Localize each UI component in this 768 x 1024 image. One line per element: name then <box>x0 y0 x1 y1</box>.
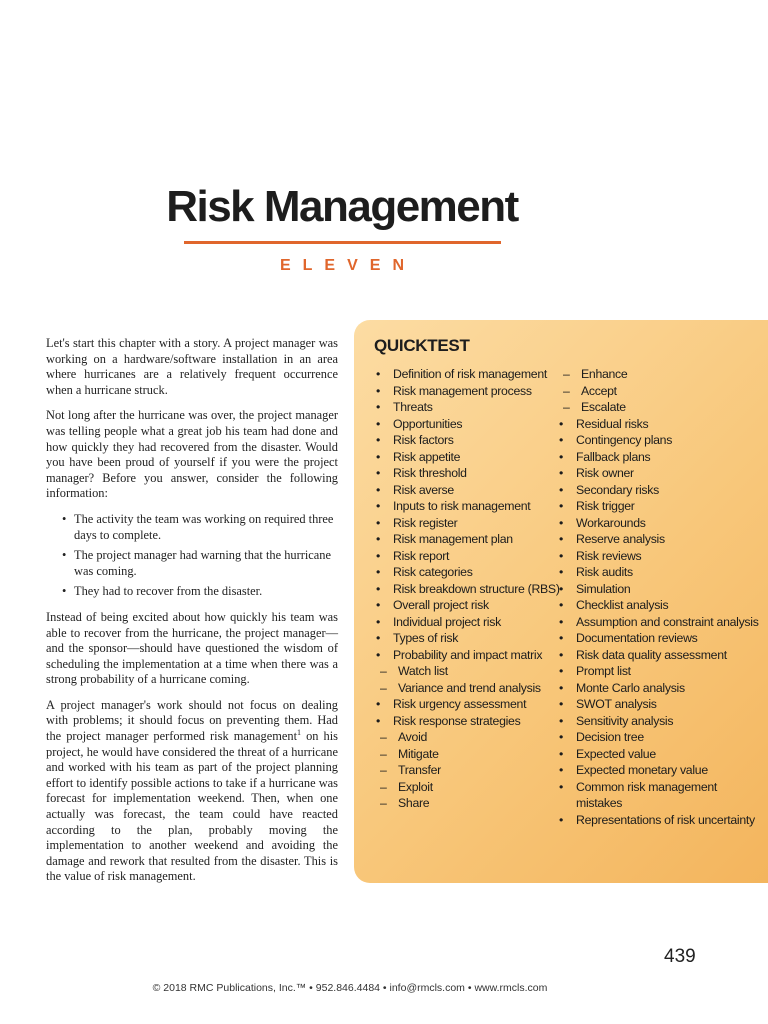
quicktest-item <box>559 647 759 664</box>
quicktest-item-label: • Opportunities <box>393 416 463 431</box>
quicktest-item <box>559 779 759 812</box>
quicktest-subitem <box>559 399 759 416</box>
quicktest-item <box>376 465 566 482</box>
quicktest-item <box>376 515 566 532</box>
quicktest-item <box>559 416 759 433</box>
quicktest-subitem <box>559 383 759 400</box>
quicktest-item-label: – Avoid <box>398 730 428 744</box>
paragraph: Instead of being excited about how quickly his team was able to recover from the hurricane, the project manager—and the sponsor—should have questioned the wisdom of scheduling the implementation at a time when there was a strong probability of a hurricane coming. <box>46 609 338 687</box>
page-footer: © 2018 RMC Publications, Inc.™ • 952.846.4484 • info@rmcls.com • www.rmcls.com <box>152 982 548 994</box>
quicktest-item-label: • Risk threshold <box>393 466 467 480</box>
quicktest-item <box>559 630 759 647</box>
quicktest-box <box>354 320 768 883</box>
quicktest-item <box>376 482 566 499</box>
quicktest-item <box>376 449 566 466</box>
quicktest-item-label: • Sensitivity analysis <box>576 713 674 728</box>
paragraph: Not long after the hurricane was over, the project manager was telling people what a great job his team had done and how quickly they had recovered from the disaster. Would you have been proud of yourself if you were the project manager? Before you answer, consider the following information: <box>46 408 338 501</box>
quicktest-item-label: – Watch list <box>398 664 448 678</box>
quicktest-item <box>559 531 759 548</box>
quicktest-item-label: • Assumption and constraint analysis <box>576 614 759 629</box>
quicktest-item <box>559 465 759 482</box>
quicktest-item <box>376 696 566 713</box>
quicktest-item <box>376 498 566 515</box>
quicktest-item <box>376 713 566 730</box>
quicktest-item-label: • Contingency plans <box>576 433 673 447</box>
quicktest-item-label: • Representations of risk uncertainty <box>576 812 755 827</box>
quicktest-item-label: • Risk reviews <box>576 548 642 563</box>
quicktest-item-label: – Share <box>398 796 430 810</box>
quicktest-item <box>559 680 759 697</box>
quicktest-item-label: • Risk register <box>393 515 458 530</box>
quicktest-item-label: • Risk management plan <box>393 532 513 546</box>
quicktest-item-label: • Risk averse <box>393 482 454 497</box>
list-item: • The activity the team was working on required three days to complete. <box>62 512 338 543</box>
quicktest-item-label: • Decision tree <box>576 730 644 744</box>
paragraph-text: A project manager's work should not focus on dealing with problems; it should focus on preventing them. Had the project manager performed risk management <box>46 697 338 744</box>
quicktest-item-label: • Risk owner <box>576 466 634 480</box>
chapter-number: ELEVEN <box>279 257 416 274</box>
page-number: 439 <box>664 946 696 967</box>
quicktest-item <box>376 366 566 383</box>
quicktest-item <box>559 498 759 515</box>
quicktest-item <box>376 531 566 548</box>
quicktest-item <box>376 416 566 433</box>
quicktest-subitem <box>376 762 566 779</box>
quicktest-item-label: • Probability and impact matrix <box>393 647 543 662</box>
quicktest-item-label: • SWOT analysis <box>576 697 657 711</box>
quicktest-item <box>376 597 566 614</box>
quicktest-subitem <box>376 746 566 763</box>
quicktest-item <box>376 581 566 598</box>
quicktest-item <box>376 383 566 400</box>
quicktest-item-label: – Variance and trend analysis <box>398 680 541 695</box>
quicktest-item-label: • Risk audits <box>576 565 633 579</box>
quicktest-item <box>559 597 759 614</box>
quicktest-item <box>559 614 759 631</box>
quicktest-item-label: – Accept <box>581 383 617 398</box>
quicktest-item-label: • Risk appetite <box>393 449 461 464</box>
quicktest-item <box>559 812 759 829</box>
quicktest-item-label: • Types of risk <box>393 631 459 645</box>
body-text <box>46 336 338 895</box>
quicktest-item <box>559 746 759 763</box>
quicktest-item <box>376 432 566 449</box>
quicktest-item-label: • Workarounds <box>576 515 646 530</box>
quicktest-subitem <box>376 795 566 812</box>
quicktest-item-label: • Threats <box>393 400 433 414</box>
quicktest-item <box>559 729 759 746</box>
quicktest-item <box>559 713 759 730</box>
quicktest-item-label: – Exploit <box>398 779 433 794</box>
quicktest-title: QUICKTEST <box>374 336 470 355</box>
quicktest-item-label: • Risk categories <box>393 565 473 579</box>
paragraph <box>46 698 338 885</box>
quicktest-column-2 <box>559 366 759 828</box>
quicktest-item-label: • Inputs to risk management <box>393 499 531 513</box>
quicktest-item <box>559 449 759 466</box>
quicktest-item-label: • Secondary risks <box>576 482 659 497</box>
quicktest-item-label: • Checklist analysis <box>576 598 669 612</box>
quicktest-subitem <box>376 779 566 796</box>
quicktest-item-label: • Risk data quality assessment <box>576 647 727 662</box>
quicktest-item <box>559 696 759 713</box>
quicktest-item-label: • Reserve analysis <box>576 532 665 546</box>
quicktest-item-label: • Documentation reviews <box>576 631 698 645</box>
quicktest-item-label: • Residual risks <box>576 416 649 431</box>
quicktest-item-label: • Prompt list <box>576 664 631 678</box>
quicktest-item <box>559 515 759 532</box>
list-item: • The project manager had warning that the hurricane was coming. <box>62 548 338 579</box>
quicktest-item-label: – Mitigate <box>398 746 439 761</box>
quicktest-subitem <box>376 663 566 680</box>
quicktest-item-label: • Risk management process <box>393 383 532 398</box>
title-underline <box>184 241 501 244</box>
quicktest-item-label: • Common risk management mistakes <box>576 779 718 810</box>
quicktest-item-label: • Risk urgency assessment <box>393 697 527 711</box>
quicktest-item <box>559 564 759 581</box>
chapter-title: Risk Management <box>166 182 518 231</box>
paragraph-text: on his project, he would have considered the threat of a hurricane and worked with his team as part of the project planning effort to identify possible actions to take if a hurricane was forecast for implementation weekend. Then, when one actually was forecast, the team could have reacted according to the plan, probably moving the implementation to another weekend and avoiding the damage and rework that resulted from the disaster. This is the value of risk management. <box>46 729 338 884</box>
quicktest-subitem <box>559 366 759 383</box>
quicktest-item <box>376 647 566 664</box>
quicktest-item-label: • Risk report <box>393 548 450 563</box>
quicktest-item-label: • Risk trigger <box>576 499 635 513</box>
quicktest-item-label: • Fallback plans <box>576 449 651 464</box>
quicktest-item-label: • Expected value <box>576 746 656 761</box>
quicktest-item-label: • Expected monetary value <box>576 763 708 777</box>
quicktest-subitem <box>376 729 566 746</box>
quicktest-item <box>376 614 566 631</box>
quicktest-item <box>376 630 566 647</box>
quicktest-item-label: • Risk response strategies <box>393 713 521 728</box>
quicktest-item-label: • Individual project risk <box>393 614 501 629</box>
quicktest-item <box>559 762 759 779</box>
quicktest-item-label: • Definition of risk management <box>393 367 547 381</box>
quicktest-item <box>559 548 759 565</box>
quicktest-item <box>376 399 566 416</box>
list-item: • They had to recover from the disaster. <box>62 584 338 600</box>
quicktest-item <box>559 581 759 598</box>
quicktest-item-label: – Transfer <box>398 763 441 777</box>
quicktest-item <box>559 432 759 449</box>
quicktest-item-label: – Enhance <box>581 367 628 381</box>
quicktest-item <box>376 548 566 565</box>
quicktest-item-label: • Overall project risk <box>393 598 489 612</box>
bullet-list <box>46 512 338 600</box>
quicktest-column-1 <box>376 366 566 812</box>
quicktest-item <box>559 663 759 680</box>
quicktest-item-label: • Monte Carlo analysis <box>576 680 685 695</box>
quicktest-item <box>559 482 759 499</box>
quicktest-item-label: • Risk breakdown structure (RBS) <box>393 581 560 596</box>
quicktest-item-label: • Simulation <box>576 581 631 596</box>
quicktest-item <box>376 564 566 581</box>
footnote-marker: 1 <box>297 727 302 737</box>
quicktest-item-label: • Risk factors <box>393 433 454 447</box>
paragraph: Let's start this chapter with a story. A project manager was working on a hardware/software installation in an area where hurricanes are a relatively frequent occurrence when a hurricane struck. <box>46 336 338 397</box>
quicktest-subitem <box>376 680 566 697</box>
quicktest-item-label: – Escalate <box>581 400 626 414</box>
